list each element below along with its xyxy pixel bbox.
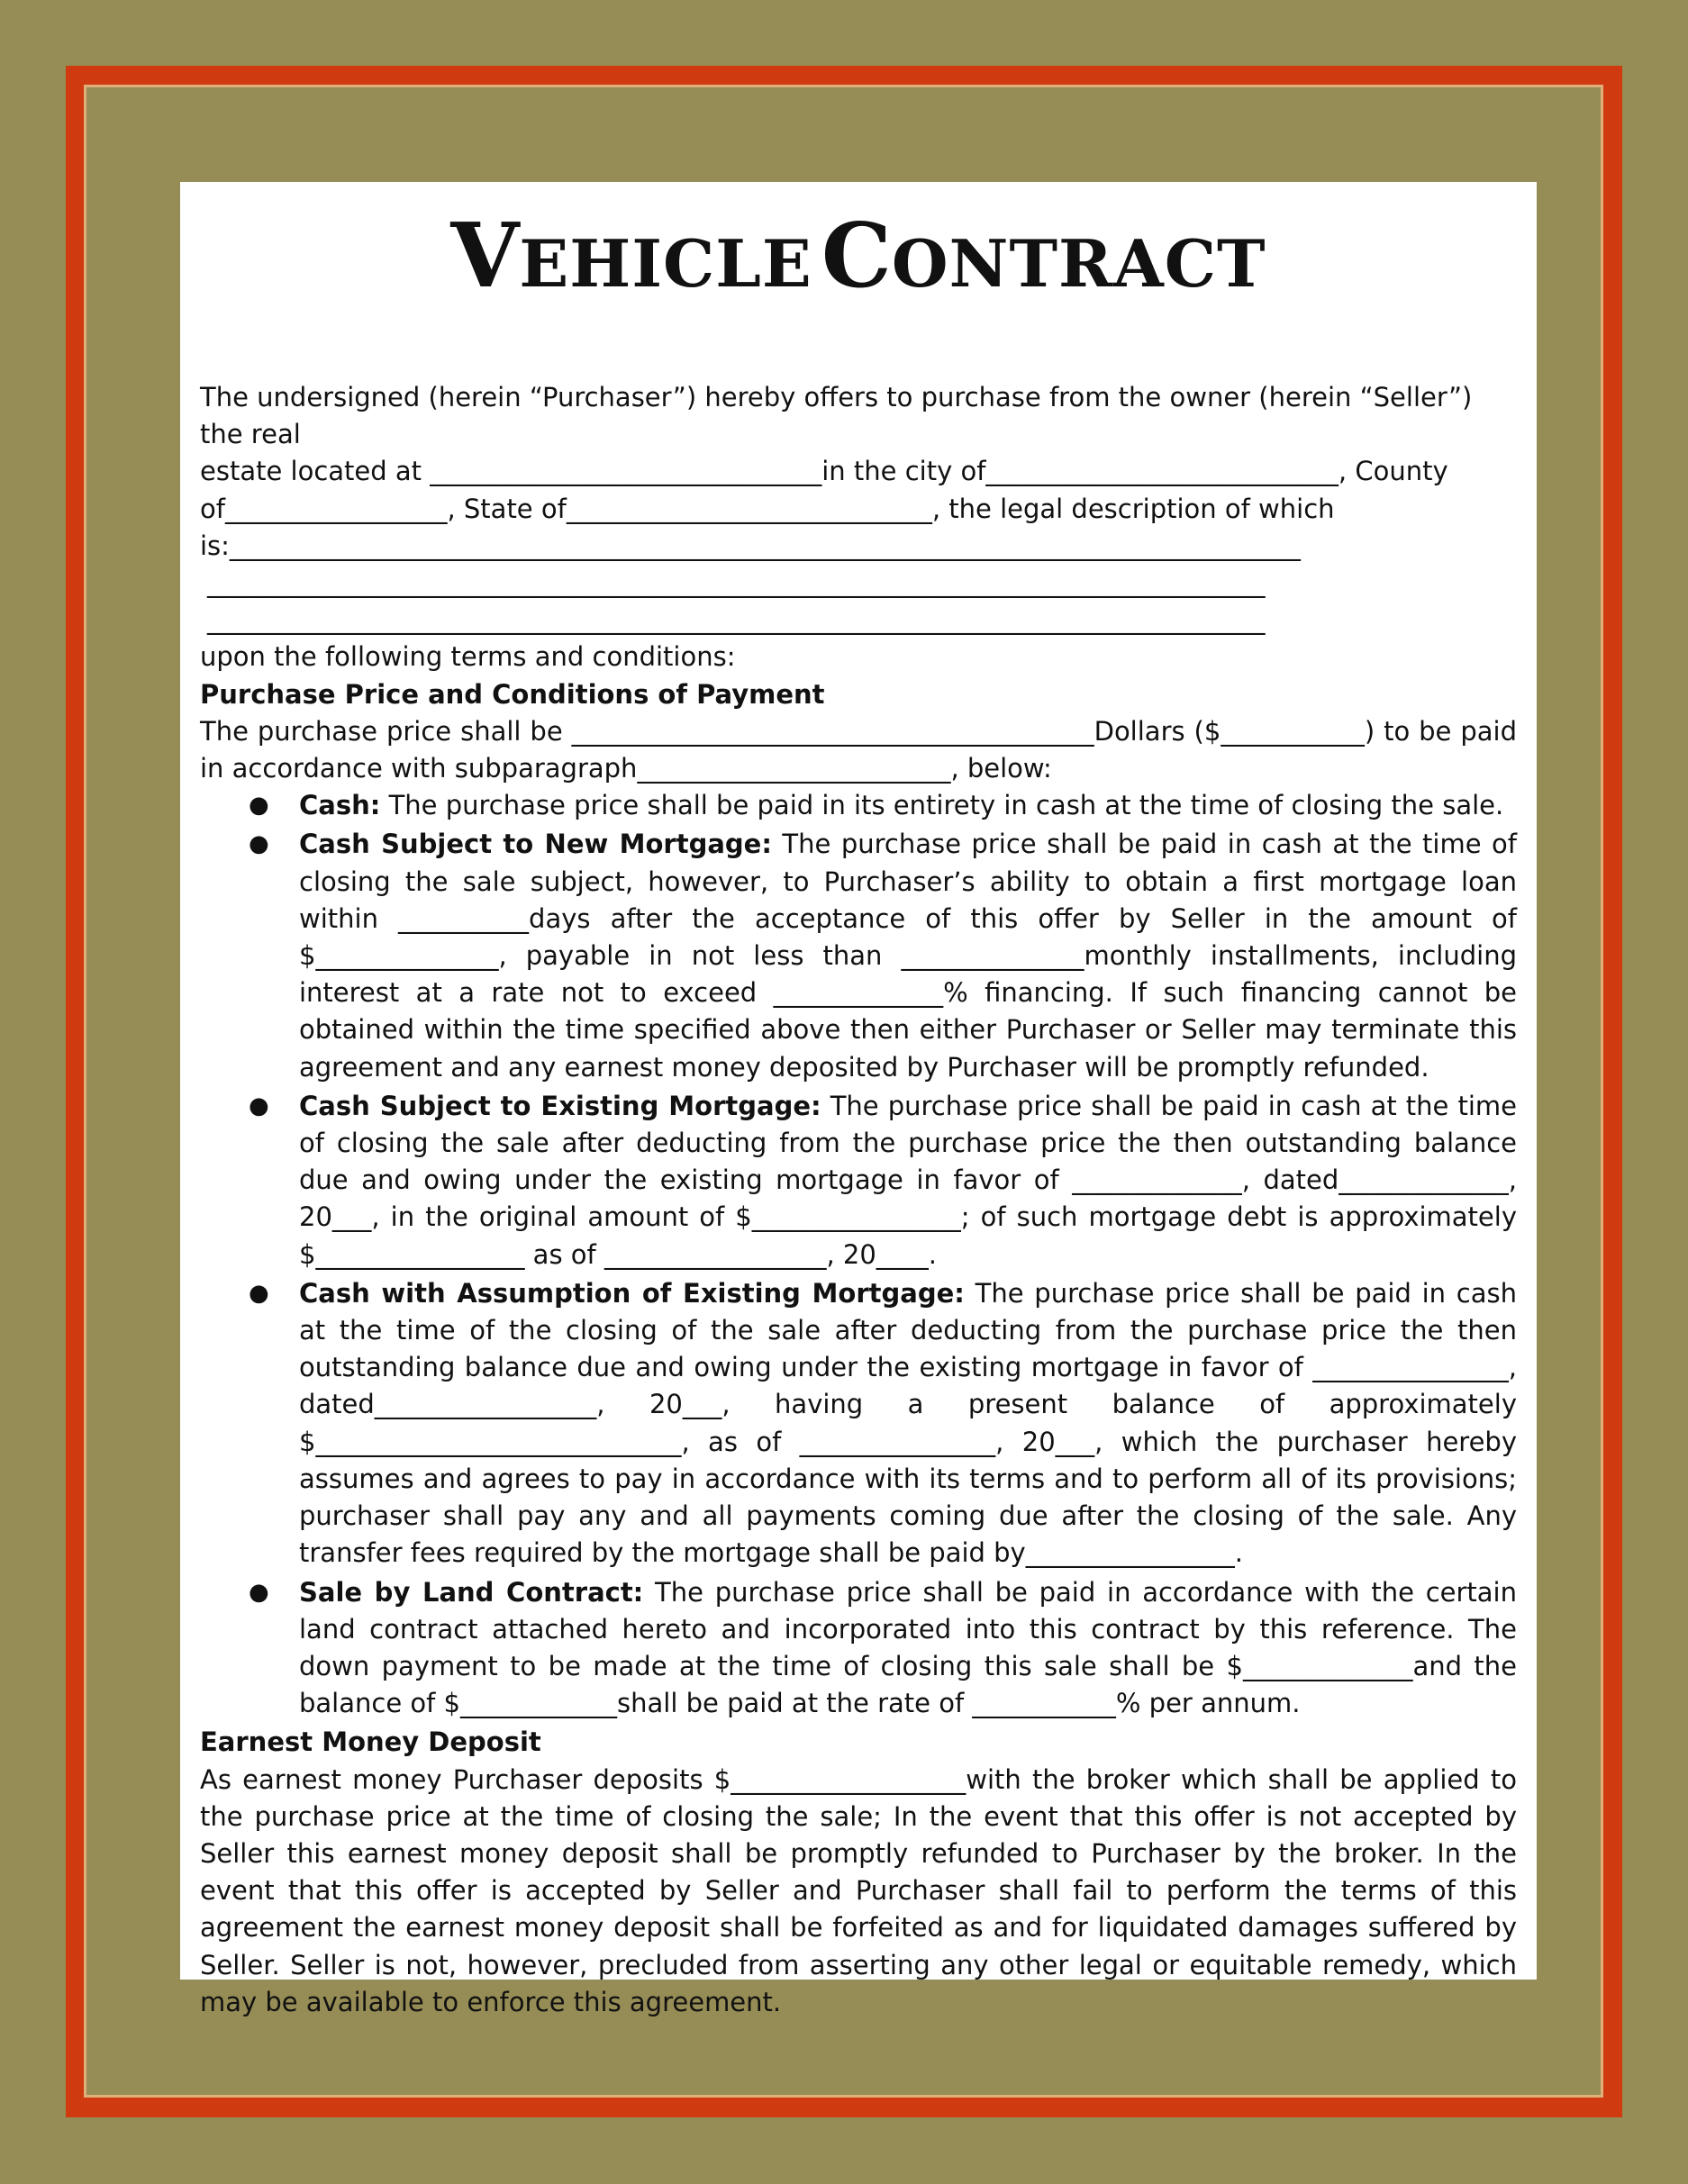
term-label: Cash Subject to Existing Mortgage: [299, 1090, 821, 1121]
earnest-money-paragraph: As earnest money Purchaser deposits $__________________with the broker which shall be applied to the purchase price at the time of closing the sale; In the event that this offer is not accepted by Seller this earnest money deposit shall be promptly refunded to Purchaser by the broker. In the event that this offer is accepted by Seller and Purchaser shall fail to perform the terms of this agreement the earnest money deposit shall be forfeited as and for liquidated damages suffered by Seller. Seller is not, however, precluded from asserting any other legal or equitable remedy, which may be available to enforce this agreement. [200, 1763, 1517, 2017]
term-text: The purchase price shall be paid in cash at the time of closing the sale after deducting from the purchase price the then outstanding balance due and owing under the existing mortgage in favor of _____________, dated_____________, 20___, in the original amount of $________________; of such mortgage debt is approximately $________________ as of _________________, 20____. [299, 1090, 1518, 1270]
payment-terms-list [200, 787, 1517, 1722]
title-word-contract: ONTRACT [891, 225, 1266, 302]
bullet-icon: ● [249, 830, 269, 858]
contract-page [180, 182, 1537, 2017]
term-label: Cash with Assumption of Existing Mortgage: [299, 1277, 965, 1309]
list-item-assumption-mortgage [249, 1275, 1517, 1572]
legal-description-blank-1: _________________________________________________________________________________ [207, 567, 1266, 599]
bullet-icon: ● [249, 1578, 269, 1606]
list-item-existing-mortgage [249, 1088, 1518, 1273]
title-word-vehicle: EHICLE [519, 225, 812, 302]
page-title [200, 204, 1517, 327]
title-initial-v: V [450, 204, 520, 308]
list-item-new-mortgage [249, 826, 1517, 1085]
intro-line-3: of_________________, State of____________________________, the legal description of which [200, 493, 1335, 524]
intro-line-1: The undersigned (herein “Purchaser”) hereby offers to purchase from the owner (herein “Seller”) the real [200, 382, 1473, 450]
term-label: Cash Subject to New Mortgage: [299, 829, 772, 860]
section-heading-purchase-price: Purchase Price and Conditions of Payment [200, 678, 825, 710]
legal-description-blank-2: _________________________________________________________________________________ [207, 604, 1266, 636]
term-text: The purchase price shall be paid in cash at the time of closing the sale subject, however, to Purchaser’s ability to obtain a first mortgage loan within __________days after the acceptance of this offer by Seller in the amount of $______________, payable in not less than ______________monthly installments, including interest at a rate not to exceed _____________% financing. If such financing cannot be obtained within the time specified above then either Purchaser or Seller may terminate this agreement and any earnest money deposited by Purchaser will be promptly refunded. [299, 829, 1517, 1083]
term-text: The purchase price shall be paid in its entirety in cash at the time of closing the sale. [380, 790, 1504, 821]
intro-line-2: estate located at ______________________________in the city of___________________________, County [200, 456, 1448, 487]
list-item-land-contract [249, 1574, 1517, 1723]
bullet-icon: ● [249, 1092, 269, 1119]
bullet-icon: ● [249, 1279, 269, 1307]
term-label: Sale by Land Contract: [299, 1576, 644, 1608]
title-initial-c: C [821, 204, 892, 308]
list-item-cash [249, 787, 1517, 824]
term-label: Cash: [299, 790, 381, 821]
term-text: The purchase price shall be paid in cash at the time of the closing of the sale after deducting from the purchase price the then outstanding balance due and owing under the existing mortgage in favor of _______________, dated_________________, 20___, having a present balance of approximately $____________________________, as of _______________, 20___, which the purchaser hereby assumes and agrees to pay in accordance with its terms and to perform all of its provisions; purchaser shall pay any and all payments coming due after the closing of the sale. Any transfer fees required by the mortgage shall be paid by________________. [299, 1277, 1517, 1569]
intro-line-terms: upon the following terms and conditions: [200, 641, 736, 673]
bullet-icon: ● [249, 792, 269, 820]
section-heading-earnest-money: Earnest Money Deposit [200, 1726, 541, 1758]
term-text: The purchase price shall be paid in accordance with the certain land contract attached hereto and incorporated into this contract by this reference. The down payment to be made at the time of closing this sale shall be $_____________and the balance of $____________shall be paid at the rate of ___________% per annum. [299, 1576, 1517, 1719]
purchase-price-paragraph: The purchase price shall be ________________________________________Dollars ($___________) to be paid in accordance with subparagraph________________________, below: [200, 715, 1517, 784]
intro-line-4: is:__________________________________________________________________________________ [200, 530, 1301, 561]
